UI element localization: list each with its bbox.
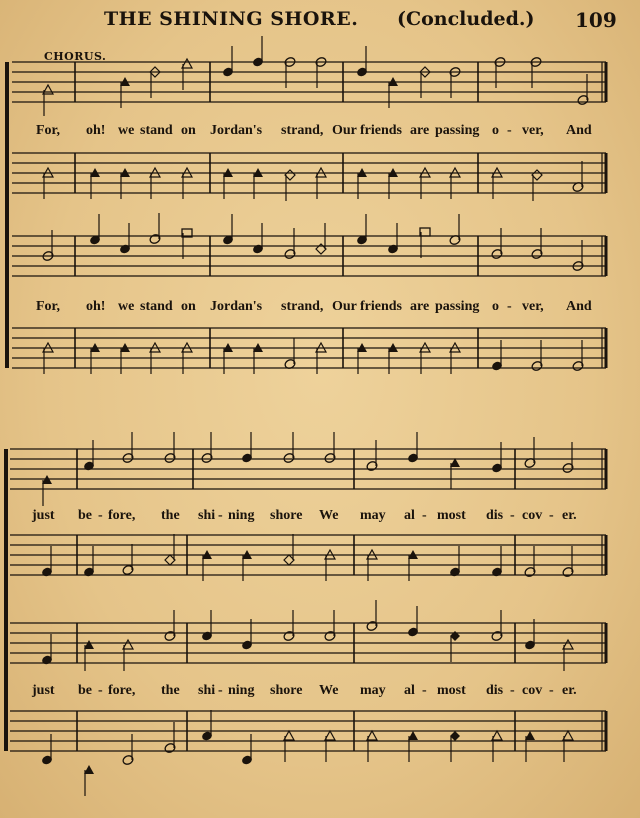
- system-brace: [5, 62, 9, 368]
- chorus-label: CHORUS.: [44, 50, 107, 63]
- page-subtitle: (Concluded.): [397, 8, 535, 30]
- system-brace: [4, 449, 8, 751]
- page-number: 109: [575, 8, 617, 32]
- music-page: THE SHINING SHORE. (Concluded.) 109 CHORUS. For, oh! we stand on Jordan's strand, Our friends are passing o - ver, And For, oh! we stand on Jordan's strand, Our friends are passing o - ver, And just be - fore, the shi - ning shore We may al - most dis - cov - er. just be - fore, the shi - ning shore We may al - most dis - cov - er.: [0, 0, 640, 818]
- page-title: THE SHINING SHORE.: [104, 8, 359, 30]
